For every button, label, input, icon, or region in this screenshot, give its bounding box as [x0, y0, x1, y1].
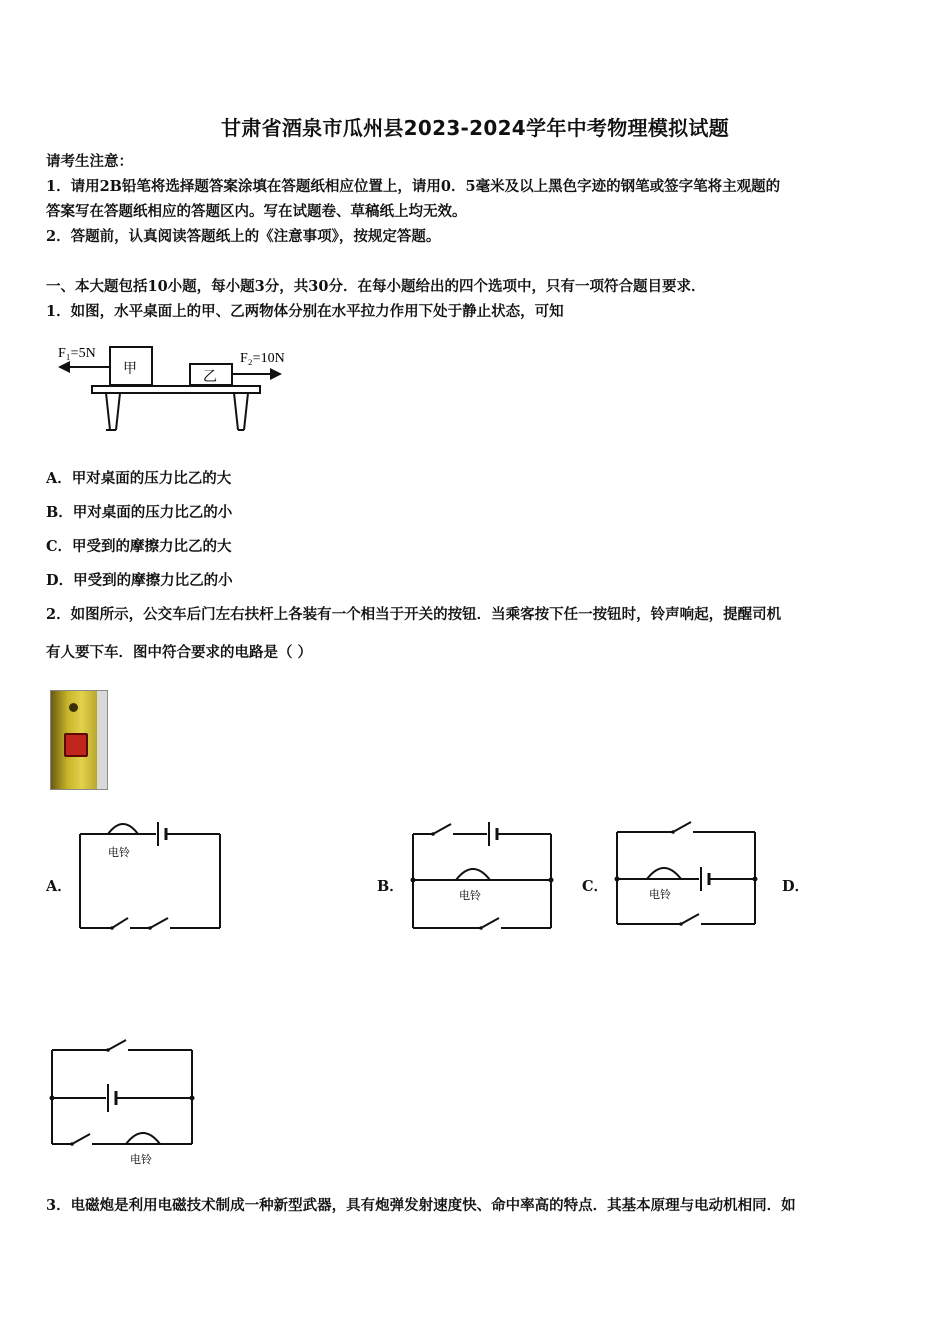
arrow-right-icon	[270, 368, 282, 380]
switch-2-blade	[150, 918, 168, 928]
circuit-c[interactable]	[615, 826, 760, 926]
question-2-stem-line-2: 有人要下车．图中符合要求的电路是（ ）	[46, 644, 313, 661]
bell-icon	[456, 869, 490, 880]
switch-1-blade	[112, 918, 128, 928]
block-yi-label: 乙	[203, 370, 217, 385]
question-1-stem: 1．如图，水平桌面上的甲、乙两物体分别在水平拉力作用下处于静止状态，可知	[46, 303, 564, 320]
bell-label: 电铃	[130, 1154, 152, 1166]
switch-top-blade	[433, 824, 451, 834]
bell-label: 电铃	[649, 889, 671, 901]
q2-option-a-label[interactable]: A．	[46, 878, 72, 895]
table-leg-left	[106, 393, 110, 430]
section-1-heading: 一、本大题包括10小题，每小题3分，共30分．在每小题给出的四个选项中，只有一项符合题目要求．	[46, 278, 706, 295]
question-3-stem: 3．电磁炮是利用电磁技术制成一种新型武器，具有炮弹发射速度快、命中率高的特点．其基本原理与电动机相同．如	[46, 1197, 796, 1214]
photo-edge	[97, 691, 107, 789]
notice-item-1-line-2: 答案写在答题纸相应的答题区内。写在试题卷、草稿纸上均无效。	[46, 203, 467, 220]
circuit-a[interactable]	[78, 812, 228, 932]
photo-hole	[69, 703, 78, 712]
q2-option-d-label[interactable]: D．	[782, 878, 810, 895]
bell-icon	[647, 868, 681, 879]
q2-option-b-label[interactable]: B．	[377, 878, 404, 895]
q1-table-figure	[54, 340, 314, 440]
arrow-left-icon	[58, 361, 70, 373]
bell-label: 电铃	[459, 890, 481, 902]
bell-icon	[108, 824, 138, 834]
q1-option-d[interactable]: D．甲受到的摩擦力比乙的小	[46, 572, 233, 589]
table-leg-right	[234, 393, 238, 430]
bus-button-photo	[50, 690, 108, 790]
notice-heading: 请考生注意：	[46, 153, 133, 170]
q1-option-b[interactable]: B．甲对桌面的压力比乙的小	[46, 504, 233, 521]
notice-item-2: 2．答题前，认真阅读答题纸上的《注意事项》，按规定答题。	[46, 228, 441, 245]
circuit-d[interactable]	[50, 1040, 200, 1170]
q1-option-a[interactable]: A．甲对桌面的压力比乙的大	[46, 470, 232, 487]
block-jia-label: 甲	[123, 362, 137, 377]
page-title: 甘肃省酒泉市瓜州县2023-2024学年中考物理模拟试题	[220, 116, 730, 140]
question-2-stem-line-1: 2．如图所示，公交车后门左右扶杆上各装有一个相当于开关的按钮．当乘客按下任一按钮时，铃声响起，提醒司机	[46, 606, 782, 623]
circuit-b[interactable]	[411, 818, 556, 928]
force-f2-label: F₂=10N	[240, 351, 285, 366]
force-f1-label: F₁=5N	[58, 346, 96, 361]
q2-option-c-label[interactable]: C．	[582, 878, 609, 895]
photo-red-button	[64, 733, 88, 757]
bell-icon	[126, 1133, 160, 1144]
q1-option-c[interactable]: C．甲受到的摩擦力比乙的大	[46, 538, 232, 555]
notice-item-1-line-1: 1．请用2B铅笔将选择题答案涂填在答题纸相应位置上，请用0．5毫米及以上黑色字迹的钢笔或签字笔将主观题的	[46, 178, 781, 195]
table-top	[92, 386, 260, 393]
bell-label: 电铃	[108, 847, 130, 859]
